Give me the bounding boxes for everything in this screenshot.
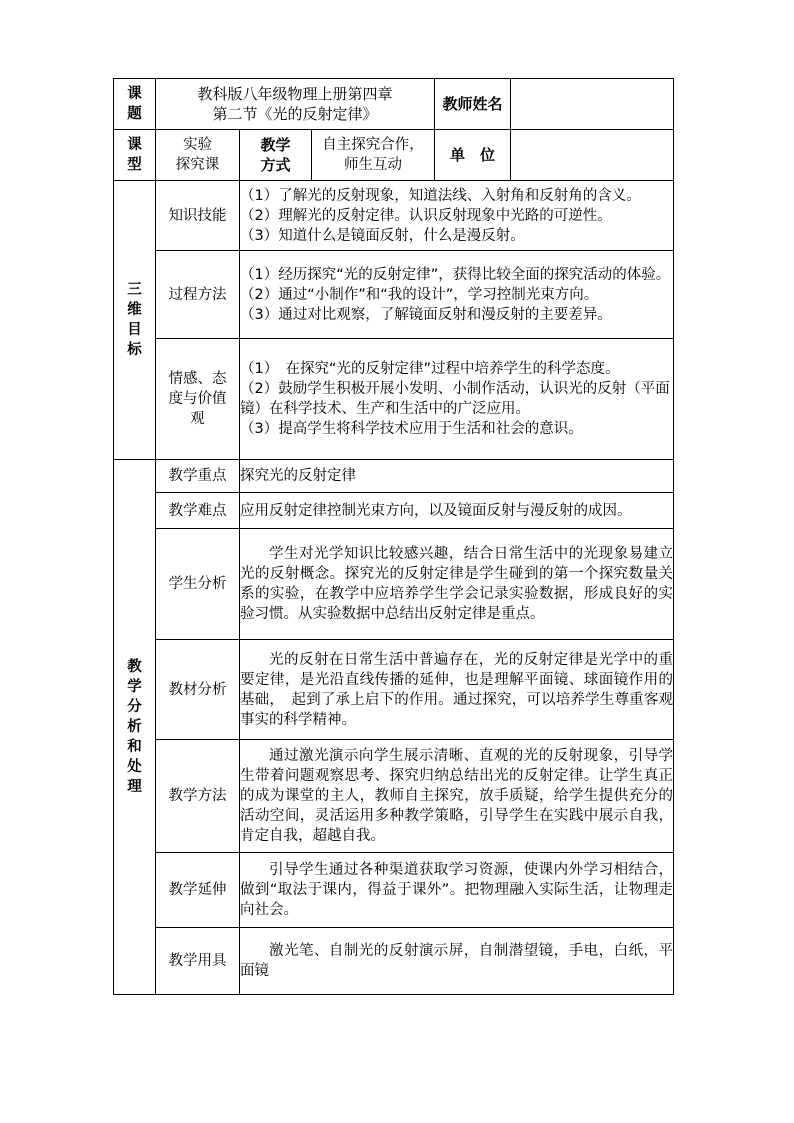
unit-label: 单 位 bbox=[435, 130, 511, 181]
analysis-text-textbook: 光的反射在日常生活中普遍存在，光的反射定律是光学中的重要定律，是光沿直线传播的延伸，也是理解平面镜、球面镜作用的基础， 起到了承上启下的作用。通过探究，可以培养学生尊重客观事实的科学精神。 bbox=[240, 640, 674, 740]
goal-emotion-line-2: （2）鼓励学生积极开展小发明、小制作活动，认识光的反射（平面镜）在科学技术、生产和生活中的广泛应用。 bbox=[240, 381, 670, 417]
teacher-label: 教师姓名 bbox=[435, 79, 511, 130]
type-label bbox=[114, 130, 156, 181]
analysis-text-students: 学生对光学知识比较感兴趣，结合日常生活中的光现象易建立光的反射概念。探究光的反射定律是学生碰到的第一个探究数量关系的实验，在教学中应培养学生学会记录实验数据，形成良好的实验习惯。从实验数据中总结出反射定律是重点。 bbox=[240, 529, 674, 640]
analysis-text-difficulty: 应用反射定律控制光束方向，以及镜面反射与漫反射的成因。 bbox=[240, 493, 674, 529]
analysis-row-method bbox=[114, 740, 674, 853]
analysis-label-extension: 教学延伸 bbox=[156, 853, 240, 928]
subject-line-1: 教科版八年级物理上册第四章 bbox=[197, 85, 393, 103]
method-value-line-2: 师生互动 bbox=[344, 157, 403, 173]
type-value bbox=[156, 130, 240, 181]
analysis-label-students: 学生分析 bbox=[156, 529, 240, 640]
goal-label-process: 过程方法 bbox=[156, 251, 240, 339]
goal-content-process bbox=[240, 251, 674, 339]
goal-knowledge-line-3: （3）知道什么是镜面反射，什么是漫反射。 bbox=[240, 227, 525, 244]
method-label-text: 教学方式 bbox=[260, 136, 291, 174]
analysis-row-extension bbox=[114, 853, 674, 928]
lesson-plan-table bbox=[113, 78, 674, 995]
type-row bbox=[114, 130, 674, 181]
analysis-label-textbook: 教材分析 bbox=[156, 640, 240, 740]
method-value bbox=[312, 130, 435, 181]
goal-emotion-line-3: （3）提高学生将科学技术应用于生活和社会的意识。 bbox=[240, 421, 583, 437]
subject-line-2: 第二节《光的反射定律》 bbox=[212, 105, 378, 123]
analysis-label-key-point: 教学重点 bbox=[156, 460, 240, 493]
type-value-line-1: 实验 bbox=[183, 137, 212, 153]
analysis-text-extension: 引导学生通过各种渠道获取学习资源，使课内外学习相结合，做到“取法于课内，得益于课外”。把物理融入实际生活，让物理走向社会。 bbox=[240, 853, 674, 928]
goal-knowledge-line-1: （1）了解光的反射现象，知道法线、入射角和反射角的含义。 bbox=[240, 187, 641, 204]
goal-content-knowledge bbox=[240, 181, 674, 251]
subject-value bbox=[156, 79, 435, 130]
goal-knowledge-line-2: （2）理解光的反射定律。认识反射现象中光路的可逆性。 bbox=[240, 207, 612, 224]
method-label bbox=[240, 130, 312, 181]
teacher-value[interactable] bbox=[511, 79, 674, 130]
goal-row-knowledge bbox=[114, 181, 674, 251]
analysis-row-tools bbox=[114, 928, 674, 995]
analysis-text-tools: 激光笔、自制光的反射演示屏，自制潜望镜，手电，白纸，平面镜 bbox=[240, 928, 674, 995]
goal-row-process bbox=[114, 251, 674, 339]
goal-emotion-line-1: （1） 在探究“光的反射定律”过程中培养学生的科学态度。 bbox=[240, 361, 620, 377]
analysis-label bbox=[114, 460, 156, 995]
goal-process-line-2: （2）通过“小制作”和“我的设计”，学习控制光束方向。 bbox=[240, 286, 599, 303]
type-label-text: 课型 bbox=[127, 137, 142, 173]
method-value-line-1: 自主探究合作， bbox=[322, 137, 424, 153]
analysis-text-key-point: 探究光的反射定律 bbox=[240, 460, 674, 493]
unit-value[interactable] bbox=[511, 130, 674, 181]
analysis-row-students bbox=[114, 529, 674, 640]
analysis-label-tools: 教学用具 bbox=[156, 928, 240, 995]
goal-row-emotion bbox=[114, 339, 674, 460]
analysis-label-difficulty: 教学难点 bbox=[156, 493, 240, 529]
goal-label-knowledge: 知识技能 bbox=[156, 181, 240, 251]
subject-label bbox=[114, 79, 156, 130]
type-value-line-2: 探究课 bbox=[175, 157, 220, 173]
goal-process-line-1: （1）经历探究“光的反射定律”，获得比较全面的探究活动的体验。 bbox=[240, 266, 671, 283]
goals-label bbox=[114, 181, 156, 460]
analysis-text-method: 通过激光演示向学生展示清晰、直观的光的反射现象，引导学生带着问题观察思考、探究归纳总结出光的反射定律。让学生真正的成为课堂的主人，教师自主探究，放手质疑，给学生提供充分的活动空间，灵活运用多种教学策略，引导学生在实践中展示自我，肯定自我，超越自我。 bbox=[240, 740, 674, 853]
analysis-row-key-point bbox=[114, 460, 674, 493]
subject-row bbox=[114, 79, 674, 130]
goals-label-text: 三维目标 bbox=[127, 282, 142, 358]
analysis-label-text: 教学分析和处理 bbox=[127, 659, 142, 795]
analysis-row-textbook bbox=[114, 640, 674, 740]
goal-process-line-3: （3）通过对比观察，了解镜面反射和漫反射的主要差异。 bbox=[240, 306, 612, 323]
subject-label-text: 课题 bbox=[127, 86, 142, 122]
analysis-row-difficulty bbox=[114, 493, 674, 529]
goal-label-emotion: 情感、态度与价值观 bbox=[156, 339, 240, 460]
analysis-label-method: 教学方法 bbox=[156, 740, 240, 853]
goal-content-emotion bbox=[240, 339, 674, 460]
